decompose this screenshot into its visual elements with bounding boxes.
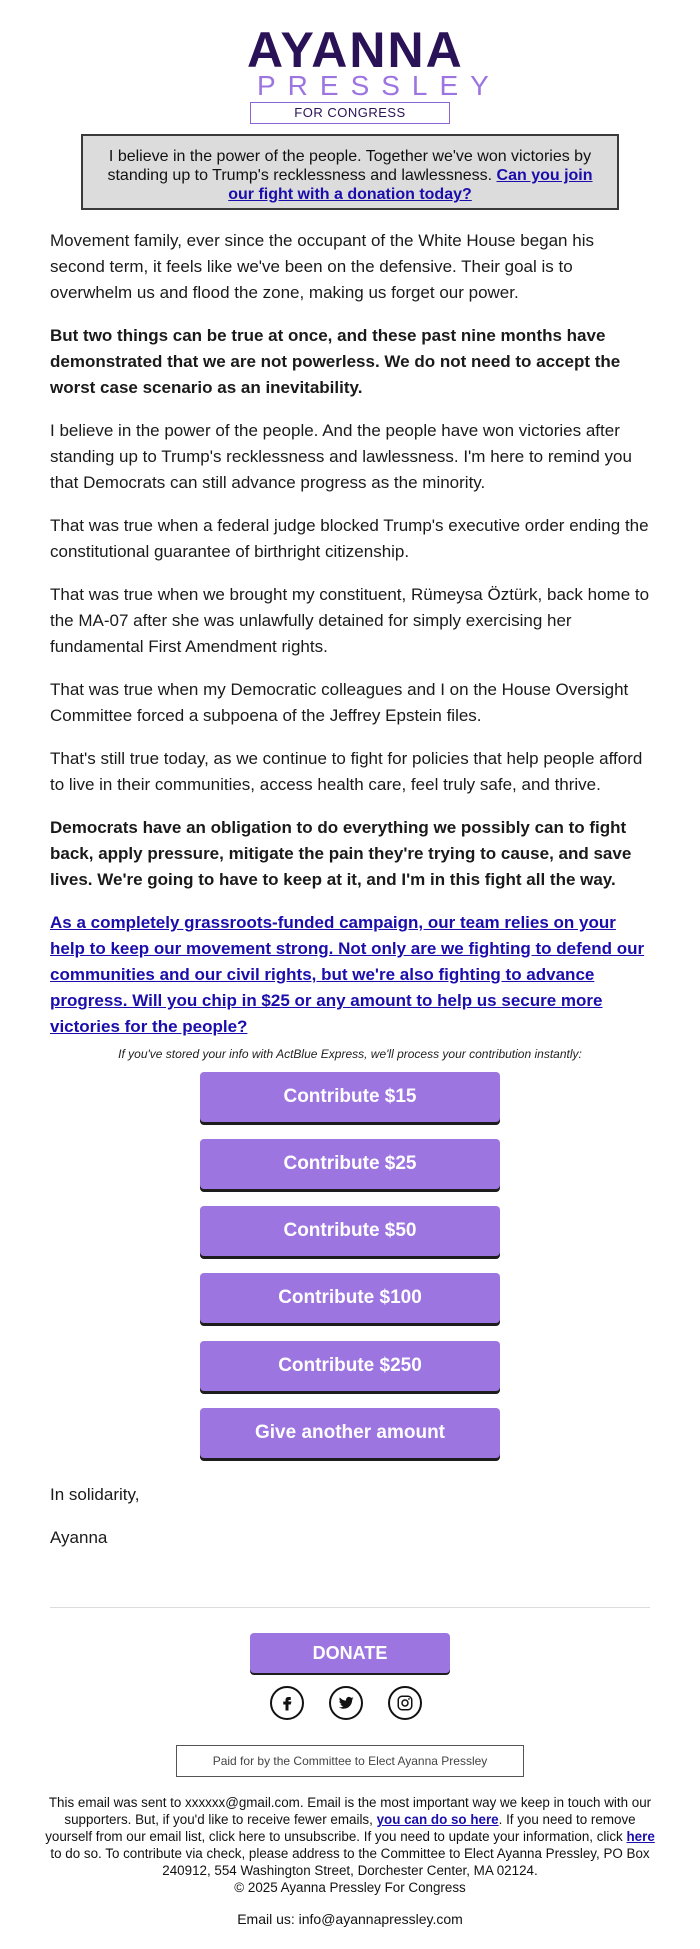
paid-for-disclaimer: Paid for by the Committee to Elect Ayanna Pressley: [176, 1745, 524, 1777]
contribute-25-button[interactable]: Contribute $25: [200, 1139, 500, 1189]
body-paragraph: That's still true today, as we continue to fight for policies that help people afford to live in their communities, access health care, feel truly safe, and thrive.: [50, 749, 643, 794]
donate-button[interactable]: DONATE: [250, 1633, 450, 1673]
body-paragraph-bold: Democrats have an obligation to do everything we possibly can to fight back, apply pressure, mitigate the pain they're trying to cause, and save lives. We're going to have to keep at it, and I'm in this fight all the way.: [50, 818, 632, 889]
contribute-250-button[interactable]: Contribute $250: [200, 1341, 500, 1391]
donation-appeal: [50, 910, 650, 1040]
email-us: Email us: info@ayannapressley.com: [237, 1911, 463, 1927]
twitter-icon[interactable]: [329, 1686, 363, 1720]
callout-text: I believe in the power of the people. Together we've won victories by standing up to Trump's recklessness and lawlessness.: [107, 148, 592, 184]
fewer-emails-link[interactable]: you can do so here: [376, 1812, 499, 1827]
copyright: © 2025 Ayanna Pressley For Congress: [234, 1880, 466, 1895]
actblue-note: If you've stored your info with ActBlue Express, we'll process your contribution instantly:: [118, 1047, 582, 1061]
body-paragraph: Movement family, ever since the occupant of the White House began his second term, it feels like we've been on the defensive. Their goal is to overwhelm us and flood the zone, making us forget our power.: [50, 231, 594, 302]
campaign-logo: [247, 22, 501, 124]
contribute-100-button[interactable]: Contribute $100: [200, 1273, 500, 1323]
logo-surname: PRESSLEY: [257, 70, 501, 101]
logo-name: AYANNA: [247, 22, 464, 78]
signature-name: Ayanna: [50, 1528, 108, 1547]
footer-text-c: to do so. To contribute via check, please address to the Committee to Elect Ayanna Pressley, PO Box 240912, 554 Washington Street, Dorchester Center, MA 02124.: [50, 1846, 650, 1878]
footer-text-b: . If you need to remove yourself from our email list, click here to unsubscribe. If you need to update your information, click: [45, 1812, 636, 1844]
footer-text-a: This email was sent to xxxxxx@gmail.com. Email is the most important way we keep in touch with our supporters. But, if you'd like to receive fewer emails,: [48, 1795, 652, 1827]
email-body: [50, 228, 650, 1057]
footer-legal: [45, 1794, 655, 1896]
body-paragraph: I believe in the power of the people. And the people have won victories after standing up to Trump's recklessness and lawlessness. I'm here to remind you that Democrats can still advance progress as the minority.: [50, 421, 632, 492]
signoff: In solidarity,: [50, 1485, 140, 1504]
instagram-icon[interactable]: [388, 1686, 422, 1720]
body-paragraph: That was true when we brought my constituent, Rümeysa Öztürk, back home to the MA-07 after she was unlawfully detained for simply exercising her fundamental First Amendment rights.: [50, 585, 650, 656]
callout-donate-link[interactable]: Can you join our fight with a donation today?: [228, 167, 593, 203]
give-another-amount-button[interactable]: Give another amount: [200, 1408, 500, 1458]
facebook-icon[interactable]: [270, 1686, 304, 1720]
body-paragraph-bold: But two things can be true at once, and these past nine months have demonstrated that we are not powerless. We do not need to accept the worst case scenario as an inevitability.: [50, 326, 621, 397]
body-paragraph: That was true when my Democratic colleagues and I on the House Oversight Committee forced a subpoena of the Jeffrey Epstein files.: [50, 680, 629, 725]
logo-tagline: FOR CONGRESS: [250, 102, 450, 124]
intro-callout: [81, 134, 619, 210]
donation-appeal-link[interactable]: As a completely grassroots-funded campaign, our team relies on your help to keep our movement strong. Not only are we fighting to defend our communities and our civil rights, but we're also fighting to advance progress. Will you chip in $25 or any amount to help us secure more victories for the people?: [50, 913, 645, 1036]
update-info-link[interactable]: here: [626, 1829, 655, 1844]
footer-divider: [50, 1607, 650, 1608]
body-paragraph: That was true when a federal judge blocked Trump's executive order ending the constitutional guarantee of birthright citizenship.: [50, 516, 649, 561]
contribute-15-button[interactable]: Contribute $15: [200, 1072, 500, 1122]
contribute-50-button[interactable]: Contribute $50: [200, 1206, 500, 1256]
